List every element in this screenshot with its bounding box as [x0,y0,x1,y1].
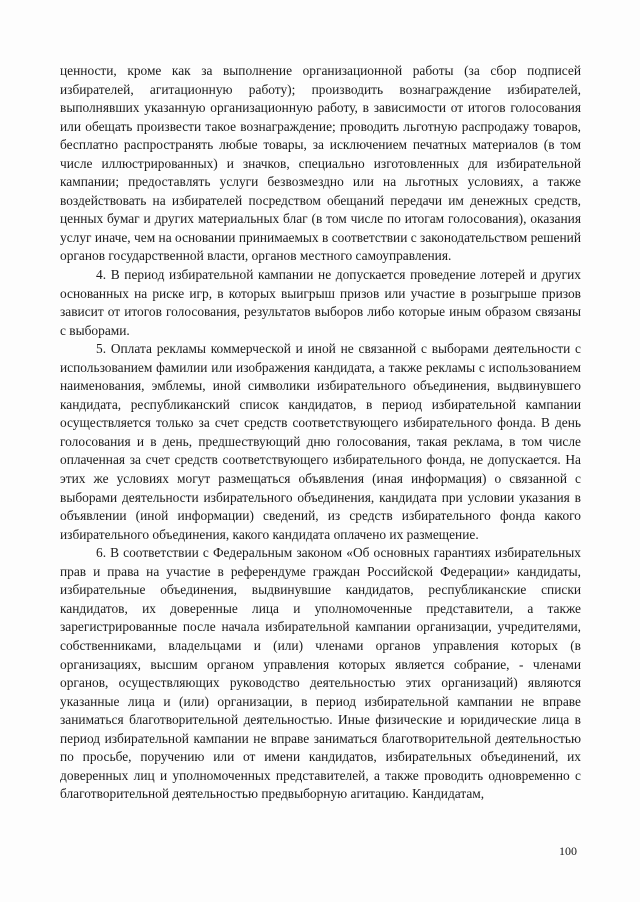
page-number: 100 [559,844,577,858]
paragraph-item-6: 6. В соответствии с Федеральным законом «Об основных гарантиях избирательных прав и права на участие в референдуме граждан Российской Федерации» кандидаты, избирательные объединения, выдвинувшие кандидатов, республиканские списки кандидатов, их доверенные лица и уполномоченные представители, а также зарегистрированные после начала избирательной кампании организации, учредителями, собственниками, владельцами и (или) членами органов управления которых (в организациях, высшим органом управления которых является собрание, - членами органов, осуществляющих руководство деятельностью этих организаций) являются указанные лица и (или) организации, в период избирательной кампании не вправе заниматься благотворительной деятельностью. Иные физические и юридические лица в период избирательной кампании не вправе заниматься благотворительной деятельностью по просьбе, поручению или от имени кандидатов, избирательных объединений, их доверенных лиц и уполномоченных представителей, а также проводить одновременно с благотворительной деятельностью предвыборную агитацию. Кандидатам, [60,545,581,802]
body-text [60,62,581,804]
paragraph-item-4: 4. В период избирательной кампании не допускается проведение лотерей и других основанных на риске игр, в которых выигрыш призов или участие в розыгрыше призов зависит от итогов голосования, результатов выборов либо которые иным образом связаны с выборами. [60,267,581,338]
paragraph-continuation: ценности, кроме как за выполнение организационной работы (за сбор подписей избирателей, агитационную работу); производить вознаграждение избирателей, выполнявших указанную организационную работу, в зависимости от итогов голосования или обещать произвести такое вознаграждение; проводить льготную распродажу товаров, бесплатно распространять любые товары, за исключением печатных материалов (в том числе иллюстрированных) и значков, специально изготовленных для избирательной кампании; предоставлять услуги безвозмездно или на льготных условиях, а также воздействовать на избирателей посредством обещаний передачи им денежных средств, ценных бумаг и других материальных благ (в том числе по итогам голосования), оказания услуг иначе, чем на основании принимаемых в соответствии с законодательством решений органов государственной власти, органов местного самоуправления. [60,63,581,264]
paragraph-item-5: 5. Оплата рекламы коммерческой и иной не связанной с выборами деятельности с использованием фамилии или изображения кандидата, а также рекламы с использованием наименования, эмблемы, иной символики избирательного объединения, выдвинувшего кандидата, республиканский список кандидатов, в период избирательной кампании осуществляется только за счет средств соответствующего избирательного фонда. В день голосования и в день, предшествующий дню голосования, такая реклама, в том числе оплаченная за счет средств соответствующего избирательного фонда, не допускается. На этих же условиях могут размещаться объявления (иная информация) о связанной с выборами деятельности избирательного объединения, кандидата при условии указания в объявлении (иной информации) сведений, из средств избирательного фонда какого избирательного объединения, какого кандидата оплачено их размещение. [60,341,581,542]
